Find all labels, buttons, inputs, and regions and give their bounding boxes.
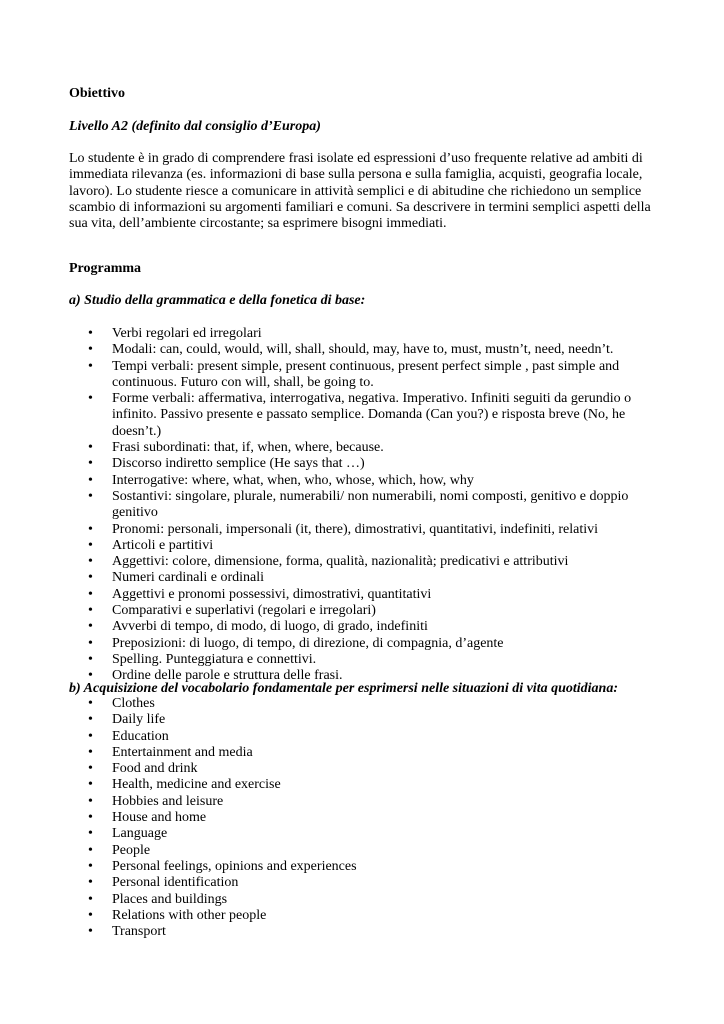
- list-item: • Entertainment and media: [69, 745, 669, 761]
- list-item: • Discorso indiretto semplice (He says that …): [69, 456, 659, 472]
- list-item: • Aggettivi: colore, dimensione, forma, qualità, nazionalità; predicativi e attributivi: [69, 554, 659, 570]
- level-heading: Livello A2 (definito dal consiglio d’Europa): [69, 119, 321, 134]
- list-item: • Personal identification: [69, 875, 669, 891]
- list-item: • Daily life: [69, 712, 669, 728]
- list-item: • Avverbi di tempo, di modo, di luogo, di grado, indefiniti: [69, 619, 659, 635]
- list-item: • Spelling. Punteggiatura e connettivi.: [69, 652, 659, 668]
- list-item: • Frasi subordinati: that, if, when, where, because.: [69, 440, 659, 456]
- list-item: • House and home: [69, 810, 669, 826]
- list-item: • Forme verbali: affermativa, interrogativa, negativa. Imperativo. Infiniti seguiti da gerundio o infinito. Passivo presente e passato semplice. Domanda (Can you?) e risposta breve (No, he doesn’t.): [69, 391, 659, 440]
- list-item: • Comparativi e superlativi (regolari e irregolari): [69, 603, 659, 619]
- list-item: • Sostantivi: singolare, plurale, numerabili/ non numerabili, nomi composti, genitivo e doppio genitivo: [69, 489, 659, 522]
- list-item: • Modali: can, could, would, will, shall, should, may, have to, must, mustn’t, need, needn’t.: [69, 342, 659, 358]
- list-item: • Preposizioni: di luogo, di tempo, di direzione, di compagnia, d’agente: [69, 636, 659, 652]
- list-item: • Relations with other people: [69, 908, 669, 924]
- section-a-heading: a) Studio della grammatica e della fonetica di base:: [69, 293, 366, 308]
- list-item: • Food and drink: [69, 761, 669, 777]
- list-item: • Numeri cardinali e ordinali: [69, 570, 659, 586]
- list-item: • Ordine delle parole e struttura delle frasi.: [69, 668, 659, 684]
- list-item: • Personal feelings, opinions and experiences: [69, 859, 669, 875]
- description-paragraph: Lo studente è in grado di comprendere frasi isolate ed espressioni d’uso frequente relative ad ambiti di immediata rilevanza (es. informazioni di base sulla persona e sulla famiglia, acquisti, geografia locale, lavoro). Lo studente riesce a comunicare in attività semplici e di abitudine che richiedono un semplice scambio di informazioni su argomenti familiari e comuni. Sa descrivere in termini semplici aspetti della sua vita, dell’ambiente circostante; sa esprimere bisogni immediati.: [69, 151, 651, 232]
- list-item: • Articoli e partitivi: [69, 538, 659, 554]
- list-item: • People: [69, 843, 669, 859]
- list-item: • Language: [69, 826, 669, 842]
- list-item: • Places and buildings: [69, 892, 669, 908]
- section-b-heading: b) Acquisizione del vocabolario fondamentale per esprimersi nelle situazioni di vita quotidiana:: [69, 681, 618, 696]
- list-item: • Tempi verbali: present simple, present continuous, present perfect simple , past simple and continuous. Futuro con will, shall, be going to.: [69, 359, 659, 392]
- list-item: • Health, medicine and exercise: [69, 777, 669, 793]
- list-item: • Verbi regolari ed irregolari: [69, 326, 659, 342]
- list-item: • Interrogative: where, what, when, who, whose, which, how, why: [69, 473, 659, 489]
- program-heading: Programma: [69, 261, 142, 276]
- vocabulary-list: [69, 696, 669, 940]
- list-item: • Hobbies and leisure: [69, 794, 669, 810]
- list-item: • Clothes: [69, 696, 669, 712]
- list-item: • Education: [69, 729, 669, 745]
- list-item: • Aggettivi e pronomi possessivi, dimostrativi, quantitativi: [69, 587, 659, 603]
- grammar-list: [69, 326, 659, 685]
- list-item: • Pronomi: personali, impersonali (it, there), dimostrativi, quantitativi, indefiniti, relativi: [69, 522, 659, 538]
- document-title: Obiettivo: [69, 86, 125, 101]
- list-item: • Transport: [69, 924, 669, 940]
